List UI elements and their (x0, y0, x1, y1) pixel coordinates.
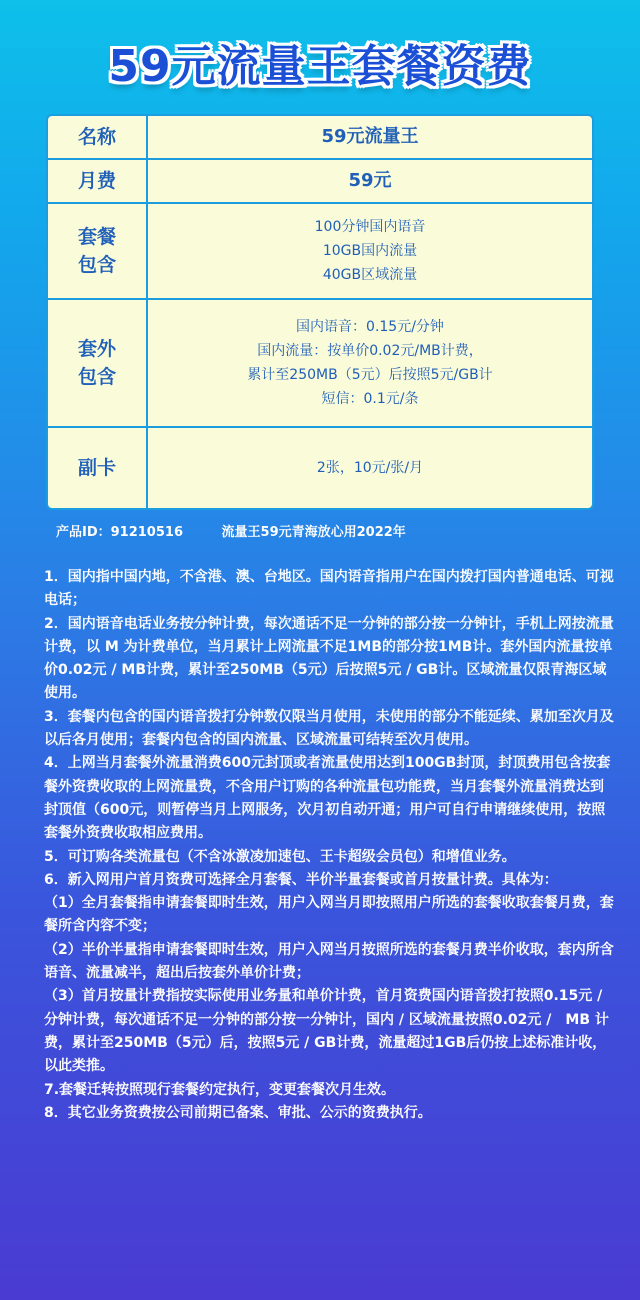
package-line: 40GB区域流量 (322, 267, 418, 283)
note-item: 7.套餐迁转按照现行套餐约定执行，变更套餐次月生效。 (44, 1081, 396, 1098)
note-item: 5．可订购各类流量包（不含冰激凌加速包、王卡超级会员包）和增值业务。 (44, 848, 516, 865)
package-label (48, 204, 148, 298)
name-label: 名称 (48, 116, 148, 158)
package-value (148, 204, 592, 298)
note-item: （2）半价半量指申请套餐即时生效，用户入网当月按照所选的套餐月费半价收取，套内所含语音、流量减半，超出后按套外单价计费； (44, 941, 614, 982)
tariff-table (46, 114, 594, 510)
extra-label (48, 300, 148, 426)
note-item: 4．上网当月套餐外流量消费600元封顶或者流量使用达到100GB封顶，封顶费用包含按套餐外资费收取的上网流量费，不含用户订购的各种流量包功能费，当月套餐外流量消费达到封顶值（600元，则暂停当月上网服务，次月初自动开通；用户可自行申请继续使用，按照套餐外资费收取相应费用。 (44, 755, 611, 842)
note-item: 6．新入网用户首月资费可选择全月套餐、半价半量套餐或首月按量计费。具体为： (44, 871, 558, 888)
package-label-text: 套餐包含 (77, 226, 116, 276)
table-row-subcard (48, 428, 592, 508)
fee-label: 月费 (48, 160, 148, 202)
table-row-fee (48, 160, 592, 204)
table-row-name (48, 116, 592, 160)
subcard-value: 2张，10元/张/月 (316, 460, 424, 476)
extra-line: 累计至250MB（5元）后按照5元/GB计 (247, 367, 493, 383)
fee-value: 59元 (348, 170, 392, 191)
note-item: 3．套餐内包含的国内语音拨打分钟数仅限当月使用，未使用的部分不能延续、累加至次月及以后各月使用；套餐内包含的国内流量、区域流量可结转至次月使用。 (44, 708, 614, 749)
note-item: （1）全月套餐指申请套餐即时生效，用户入网当月即按照用户所选的套餐收取套餐月费，套餐所含内容不变； (44, 895, 614, 935)
product-id: 产品ID：91210516 (56, 525, 183, 540)
name-value: 59元流量王 (321, 126, 419, 147)
table-row-package (48, 204, 592, 300)
package-line: 10GB国内流量 (322, 243, 418, 259)
note-item: 8．其它业务资费按公司前期已备案、审批、公示的资费执行。 (44, 1104, 432, 1121)
note-item: 1．国内指中国内地，不含港、澳、台地区。国内语音指用户在国内拨打国内普通电话、可视电话； (44, 569, 614, 609)
note-item: （3）首月按量计费指按实际使用业务量和单价计费，首月资费国内语音拨打按照0.15元 / 分钟计费，每次通话不足一分钟的部分按一分钟计，国内 / 区域流量按照0.02元 / MB 计费，累计至250MB（5元）后，按照5元 / GB计费，流量超过1GB后仍按上述标准计收，以此类推。 (44, 988, 609, 1075)
note-item: 2．国内语音电话业务按分钟计费，每次通话不足一分钟的部分按一分钟计，手机上网按流量计费，以 M 为计费单位，当月累计上网流量不足1MB的部分按1MB计。套外国内流量按单价0.02元 / MB计费，累计至250MB（5元）后按照5元 / GB计。区域流量仅限青海区域使用。 (44, 615, 614, 702)
product-name: 流量王59元青海放心用2022年 (221, 525, 406, 540)
table-row-extra (48, 300, 592, 428)
notes (44, 566, 614, 1125)
product-info (56, 521, 406, 540)
extra-label-text: 套外包含 (77, 338, 116, 388)
subcard-label: 副卡 (48, 428, 148, 508)
extra-line: 短信：0.1元/条 (321, 391, 419, 407)
extra-line: 国内语音：0.15元/分钟 (296, 319, 444, 335)
extra-line: 国内流量：按单价0.02元/MB计费， (257, 343, 483, 359)
package-line: 100分钟国内语音 (314, 219, 426, 235)
extra-value (148, 300, 592, 426)
page-title: 59元流量王套餐资费 (108, 41, 532, 92)
